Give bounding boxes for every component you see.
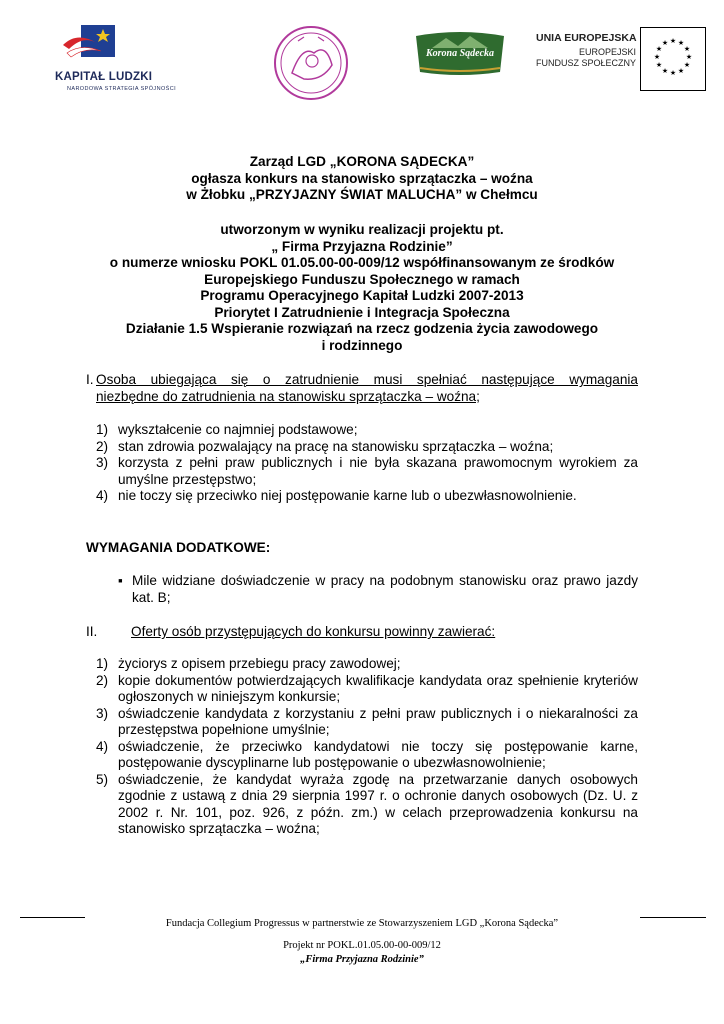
footer-project-number: Projekt nr POKL.01.05.00-00-009/12 <box>283 940 441 951</box>
offer-contents-list <box>86 656 638 838</box>
list-item-text: oświadczenie, że przeciwko kandydatowi nie toczy się postępowanie karne, postępowanie dyscyplinarne lub postępowanie o ubezwłasnowolnienie; <box>118 738 638 770</box>
additional-requirement-item <box>86 573 638 606</box>
footer-partnership: Fundacja Collegium Progressus w partnerstwie ze Stowarzyszeniem LGD „Korona Sądecka” <box>165 918 559 929</box>
ue-line-3: FUNDUSZ SPOŁECZNY <box>536 58 637 68</box>
list-item-number: 1) <box>96 422 109 437</box>
list-item-number: 1) <box>96 656 109 671</box>
list-item-text: życiorys z opisem przebiegu pracy zawodowej; <box>118 656 401 671</box>
section-2-title: Oferty osób przystępujących do konkursu powinny zawierać: <box>131 624 496 639</box>
announcement-heading <box>60 154 664 204</box>
svg-text:★: ★ <box>683 61 691 69</box>
list-item <box>86 706 638 739</box>
collegium-progressus-logo <box>242 25 380 101</box>
list-item <box>86 739 638 772</box>
additional-requirements-heading: WYMAGANIA DODATKOWE: <box>86 540 271 555</box>
heading-line: Europejskiego Funduszu Społecznego w ramach <box>204 271 520 287</box>
collegium-seal-icon <box>242 25 380 101</box>
kapital-ludzki-emblem-icon <box>63 25 115 65</box>
section-1-intro <box>86 372 638 405</box>
list-item-number: 4) <box>96 738 109 754</box>
svg-text:★: ★ <box>683 45 691 53</box>
section-1-numeral: I. <box>86 372 94 387</box>
section-2-numeral: II. <box>86 624 98 639</box>
requirements-list <box>86 422 638 505</box>
list-item-text: oświadczenie kandydata z korzystaniu z pełni praw publicznych i o niekaralności za przestępstwa popełnione umyślnie; <box>118 705 638 737</box>
heading-line: „ Firma Przyjazna Rodzinie” <box>271 238 453 254</box>
heading-line: o numerze wniosku POKL 01.05.00-00-009/12 współfinansowanym ze środków <box>109 255 615 270</box>
section-1-intro-line-1: Osoba ubiegająca się o zatrudnienie musi spełniać następujące wymagania <box>96 372 638 387</box>
section-1-intro-line-2: niezbędne do zatrudnienia na stanowisku sprzątaczka – woźna; <box>96 388 480 404</box>
eu-flag-logo <box>640 27 706 91</box>
list-item <box>86 488 638 505</box>
list-item <box>86 673 638 706</box>
svg-text:★: ★ <box>655 45 663 53</box>
list-item-number: 3) <box>96 705 109 721</box>
list-item <box>86 656 638 673</box>
list-item-text: korzysta z pełni praw publicznych i nie była skazana prawomocnym wyrokiem za umyślne przestępstwo; <box>118 455 638 487</box>
heading-line: ogłasza konkurs na stanowisko sprzątaczka – woźna <box>191 170 533 186</box>
list-item-text: wykształcenie co najmniej podstawowe; <box>118 422 358 437</box>
project-heading <box>60 222 664 354</box>
list-item-text: nie toczy się przeciwko niej postępowanie karne lub o ubezwłasnowolnienie. <box>118 488 577 503</box>
ue-line-2: EUROPEJSKI <box>578 47 636 57</box>
list-item <box>86 439 638 456</box>
list-item-number: 2) <box>96 438 109 454</box>
ue-efs-text-logo <box>536 32 636 92</box>
svg-text:★: ★ <box>677 39 685 47</box>
svg-text:★: ★ <box>685 53 693 61</box>
svg-text:★: ★ <box>661 39 669 47</box>
list-item-number: 3) <box>96 455 109 470</box>
list-item-number: 4) <box>96 488 109 503</box>
kapital-ludzki-logo <box>55 25 225 95</box>
ue-line-1: UNIA EUROPEJSKA <box>536 32 637 44</box>
list-item-number: 5) <box>96 771 109 787</box>
kapital-ludzki-subtitle: NARODOWA STRATEGIA SPÓJNOŚCI <box>67 86 176 92</box>
heading-line: Działanie 1.5 Wspieranie rozwiązań na rzecz godzenia życia zawodowego <box>125 321 599 336</box>
korona-sadecka-text: Korona Sądecka <box>425 48 495 59</box>
heading-line: Priorytet I Zatrudnienie i Integracja Społeczna <box>214 304 510 320</box>
list-item <box>86 772 638 838</box>
svg-text:★: ★ <box>677 67 685 75</box>
heading-line: Zarząd LGD „KORONA SĄDECKA” <box>249 154 475 169</box>
heading-line: w Żłobku „PRZYJAZNY ŚWIAT MALUCHA” w Chełmcu <box>186 187 538 202</box>
list-item <box>86 422 638 439</box>
heading-line: utworzonym w wyniku realizacji projektu pt. <box>220 222 504 237</box>
list-item-number: 2) <box>96 672 109 688</box>
korona-sadecka-logo <box>412 28 508 78</box>
svg-text:★: ★ <box>661 67 669 75</box>
footer-project-title: „Firma Przyjazna Rodzinie” <box>300 954 424 965</box>
svg-text:★: ★ <box>669 37 677 45</box>
square-bullet-icon: ▪ <box>118 573 123 588</box>
heading-line: Programu Operacyjnego Kapitał Ludzki 2007-2013 <box>200 288 524 303</box>
svg-text:★: ★ <box>653 53 661 61</box>
svg-text:★: ★ <box>655 61 663 69</box>
eu-stars-icon <box>641 28 705 90</box>
kapital-ludzki-title: KAPITAŁ LUDZKI <box>55 71 153 83</box>
list-item-text: oświadczenie, że kandydat wyraża zgodę na przetwarzanie danych osobowych zgodnie z ustawą z dnia 29 sierpnia 1997 r. o ochronie danych osobowych (Dz. U. z 2002 r. Nr. 101, poz. 926, z późn. zm.) w celach przeprowadzenia konkursu na stanowisko sprzątaczka – woźna; <box>118 771 638 836</box>
heading-line: i rodzinnego <box>321 337 403 353</box>
svg-text:★: ★ <box>669 69 677 77</box>
list-item <box>86 455 638 488</box>
additional-requirement-text: Mile widziane doświadczenie w pracy na podobnym stanowisku oraz prawo jazdy kat. B; <box>132 573 638 605</box>
list-item-text: kopie dokumentów potwierdzających kwalifikacje kandydata oraz spełnienie kryteriów ogłoszonych w niniejszym konkursie; <box>118 672 638 704</box>
list-item-text: stan zdrowia pozwalający na pracę na stanowisku sprzątaczka – woźna; <box>118 438 554 454</box>
